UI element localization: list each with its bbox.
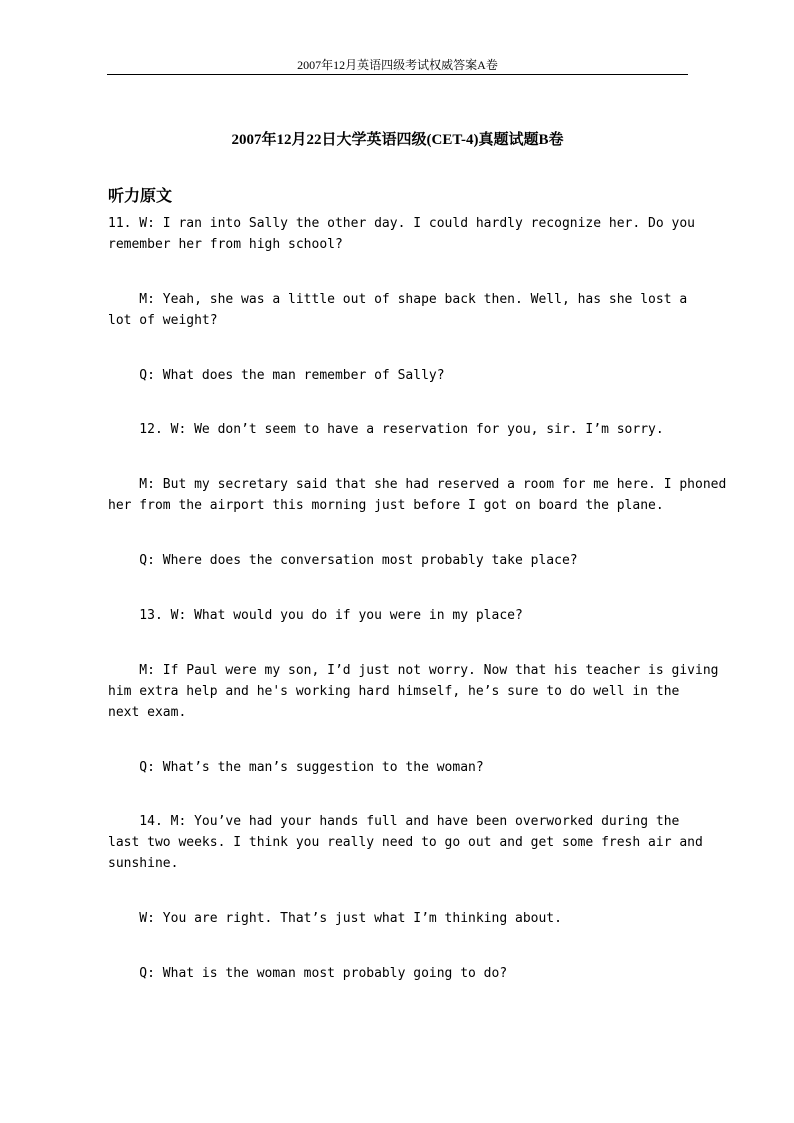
section-heading: 听力原文 [108,186,173,205]
paragraph-q12-woman: 12. W: We don’t seem to have a reservation for you, sir. I’m sorry. [108,422,664,437]
paragraph-q13-man: M: If Paul were my son, I’d just not worry. Now that his teacher is giving him extra help and he's working hard himself, he’s sure to do well in the next exam. [108,663,719,720]
running-header: 2007年12月英语四级考试权威答案A卷 [297,58,498,72]
header-rule [107,74,688,75]
paragraph-q14-question: Q: What is the woman most probably going to do? [108,966,508,981]
paragraph-q12-question: Q: Where does the conversation most probably take place? [108,553,578,568]
paragraph-q14-man: 14. M: You’ve had your hands full and have been overworked during the last two weeks. I think you really need to go out and get some fresh air and sunshine. [108,814,703,871]
paragraph-q12-man: M: But my secretary said that she had reserved a room for me here. I phoned her from the airport this morning just before I got on board the plane. [108,477,727,513]
paragraph-q14-woman: W: You are right. That’s just what I’m thinking about. [108,911,562,926]
document-title: 2007年12月22日大学英语四级(CET-4)真题试题B卷 [231,132,564,148]
paragraph-q11-man: M: Yeah, she was a little out of shape back then. Well, has she lost a lot of weight? [108,292,688,328]
paragraph-q13-question: Q: What’s the man’s suggestion to the woman? [108,760,484,775]
paragraph-q13-woman: 13. W: What would you do if you were in my place? [108,608,523,623]
paragraph-q11-woman: 11. W: I ran into Sally the other day. I could hardly recognize her. Do you remember her from high school? [108,216,695,252]
paragraph-q11-question: Q: What does the man remember of Sally? [108,368,445,383]
